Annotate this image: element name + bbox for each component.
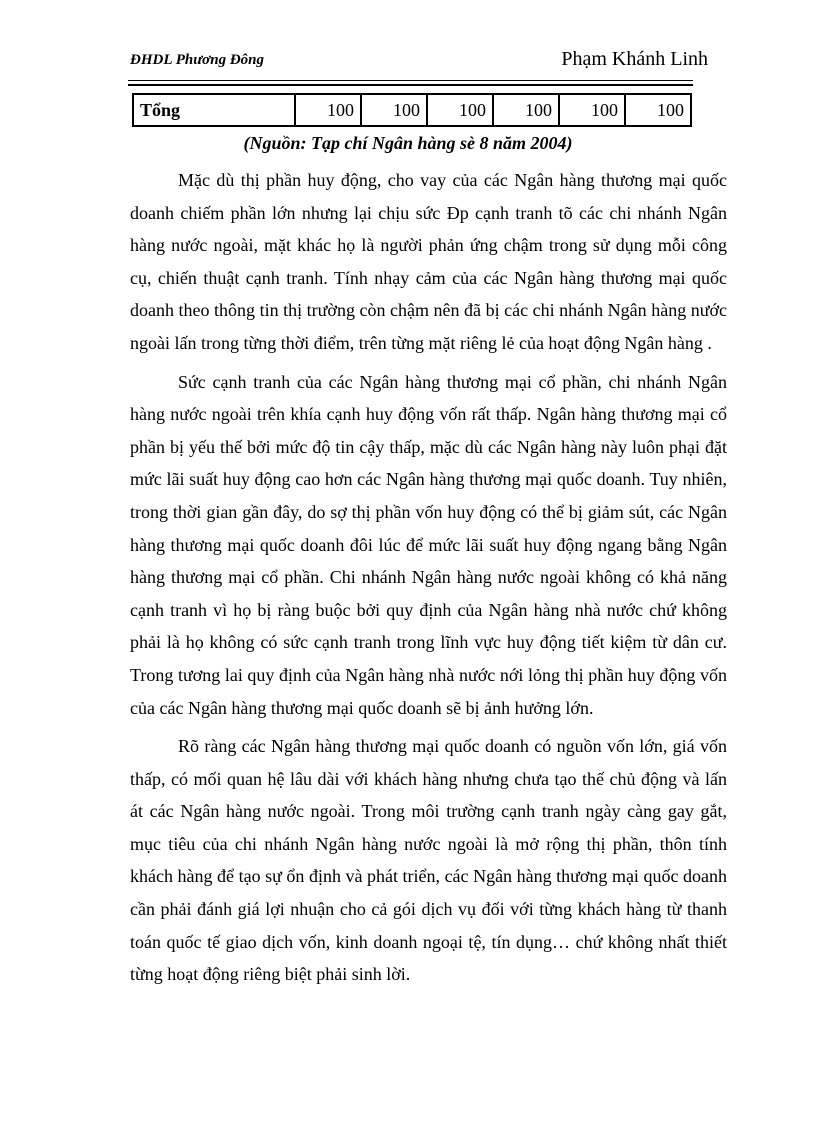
paragraph: Mặc dù thị phần huy động, cho vay của các Ngân hàng thương mại quốc doanh chiếm phần lớn nhưng lại chịu sức Đp cạnh tranh tõ các chi nhánh Ngân hàng nước ngoài, mặt khác họ là người phản ứng chậm trong sử dụng mỗi công cụ, chiến thuật cạnh tranh. Tính nhạy cảm của các Ngân hàng thương mại quốc doanh theo thông tin thị trường còn chậm nên đã bị các chi nhánh Ngân hàng nước ngoài lấn trong từng thời điểm, trên từng mặt riêng lẻ của hoạt động Ngân hàng . xyxy=(130,170,727,353)
table-row xyxy=(133,94,691,126)
table-cell: 100 xyxy=(559,94,625,126)
body-text xyxy=(130,164,727,997)
table-cell: 100 xyxy=(295,94,361,126)
header-divider xyxy=(128,80,693,81)
table-cell: 100 xyxy=(493,94,559,126)
header-institution: ĐHDL Phương Đông xyxy=(130,52,264,68)
table-cell: 100 xyxy=(427,94,493,126)
table-cell: 100 xyxy=(361,94,427,126)
paragraph: Sức cạnh tranh của các Ngân hàng thương mại cổ phần, chi nhánh Ngân hàng nước ngoài trên khía cạnh huy động vốn rất thấp. Ngân hàng thương mại cổ phần bị yếu thế bởi mức độ tin cậy thấp, mặc dù các Ngân hàng này luôn phại đặt mức lãi suất huy động cao hơn các Ngân hàng thương mại quốc doanh. Tuy nhiên, trong thời gian gần đây, do sợ thị phần vốn huy động có thể bị giảm sút, các Ngân hàng thương mại quốc doanh đôi lúc để mức lãi suất huy động ngang bằng Ngân hàng thương mại cổ phần. Chi nhánh Ngân hàng nước ngoài không có khả năng cạnh tranh vì họ bị ràng buộc bởi quy định của Ngân hàng nhà nước chứ không phải là họ không có sức cạnh tranh trong lĩnh vực huy động tiết kiệm từ dân cư. Trong tương lai quy định của Ngân hàng nhà nước nới lỏng thị phần huy động vốn của các Ngân hàng thương mại quốc doanh sẽ bị ảnh hưởng lớn. xyxy=(130,371,727,718)
source-note: (Nguồn: Tạp chí Ngân hàng sè 8 năm 2004) xyxy=(243,133,573,153)
table-cell: 100 xyxy=(625,94,691,126)
header-divider-thick xyxy=(128,84,693,86)
header-author: Phạm Khánh Linh xyxy=(561,48,708,70)
table-row-label: Tổng xyxy=(133,94,295,126)
paragraph: Rõ ràng các Ngân hàng thương mại quốc doanh có nguồn vốn lớn, giá vốn thấp, có mối quan hệ lâu dài với khách hàng nhưng chưa tạo thế chủ động và lấn át các Ngân hàng nước ngoài. Trong môi trường cạnh tranh ngày càng gay gắt, mục tiêu của chi nhánh Ngân hàng nước ngoài là mở rộng thị phần, thôn tính khách hàng để tạo sự ổn định và phát triển, các Ngân hàng thương mại quốc doanh cần phải đánh giá lợi nhuận cho cả gói dịch vụ đối với từng khách hàng từ thanh toán quốc tế giao dịch vốn, kinh doanh ngoại tệ, tín dụng… chứ không nhất thiết từng hoạt động riêng biệt phải sinh lời. xyxy=(130,736,727,985)
total-table xyxy=(132,93,692,127)
